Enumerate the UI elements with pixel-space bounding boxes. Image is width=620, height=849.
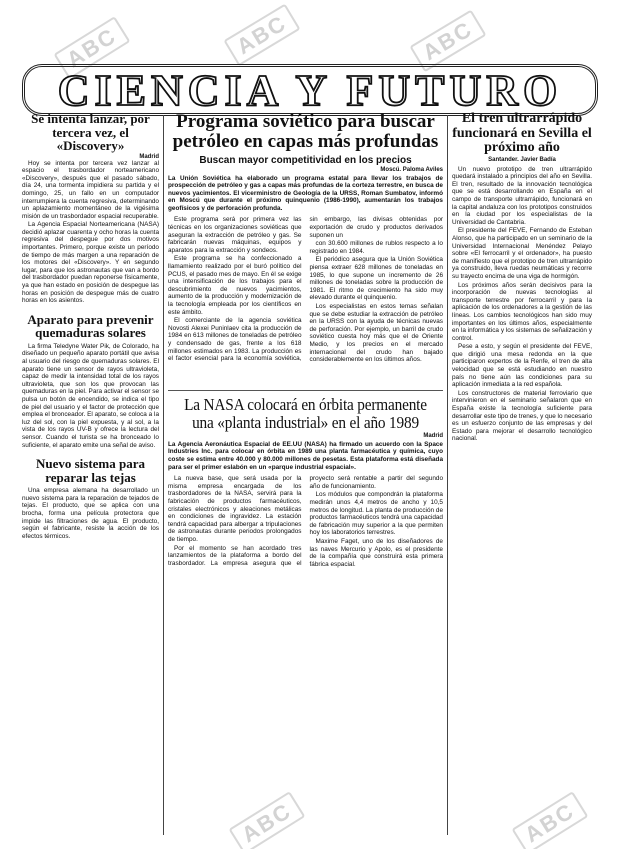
- section-title-banner: CIENCIA Y FUTURO: [22, 64, 598, 116]
- article-paragraph: La nueva base, que será usada por la misma empresa encargada de los trasbordadores de la NASA, servirá para la fabricación de productos farmacéuticos, cristales electrónicos y aleaciones metálicas en condiciones de ingravidez. La estación tendrá capacidad para albergar a tripulaciones de astronautas durante periodos prolongados de tiempo.: [168, 475, 302, 543]
- abc-stamp-watermark: ABC: [53, 16, 130, 79]
- article-body: [168, 475, 443, 653]
- article-tren-ultrarrapido: [452, 112, 592, 443]
- article-headline: La NASA colocará en órbita permanente una «planta industrial» en el año 1989: [184, 395, 427, 433]
- article-paragraph: Un nuevo prototipo de tren ultrarrápido quedará instalado a principios del año en Sevilla. El tren, resultado de la innovación tecnológica que se está desarrollando en España en el campo de transporte ultrarrápido, funcionará en la capital andaluza con los prototipos construidos en la ciudad por los especialistas de la Universidad de Cantabria.: [452, 165, 592, 226]
- right-column: [452, 110, 592, 838]
- article-paragraph: Este programa se ha confeccionado a llamamiento realizado por el buró político del PCUS, el pasado mes de mayo. En él se exige una intensificación de los trabajos para el descubrimiento de nuevos yacimientos, aumento de la producción y modernización de la tecnología empleada por los científicos en este ámbito.: [168, 255, 302, 316]
- abc-stamp-watermark: ABC: [223, 4, 300, 67]
- article-paragraph: El comerciante de la agencia soviética Novosti Alexei Puninlaev cita la producción de 1984 en 613 millones de toneladas de petróleo y condensado de gas, frente a los 618 millones estimados en 1983. La producción es el factor esencial para la economía soviética, sin embargo, las divisas obtenidas por exportación de crudo y productos derivados suponen un: [168, 216, 443, 363]
- article-soviet-oil: [168, 112, 443, 384]
- article-headline: Programa soviético para buscar petróleo en capas más profundas: [172, 111, 439, 152]
- article-paragraph: Los especialistas en estos temas señalan que se debe estudiar la extracción de petróleo en la URSS con la ayuda de técnicas nuevas de perforación. Por ejemplo, un barril de crudo soviético cuesta hoy más que el de Oriente Medio, y los precios en el mercado internacional del crudo han bajado considerablemente en los últimos años.: [309, 303, 443, 364]
- article-paragraph: La firma Teledyne Water Pik, de Colorado, ha diseñado un pequeño aparato portátil que avisa al usuario del riesgo de quemaduras solares. El aparato tiene un sensor de rayos ultravioleta, capaz de medir la intensidad total de los rayos ultravioleta, que son los que provocan las quemaduras en la piel. Para activar el sensor se pulsa un botón de encendido, se indica el tipo de piel del usuario y el factor de protección que emplea el bronceador. El aparato, se coloca a la luz del sol, con la piel expuesta, y al sol, a la vista de los rayos UV-B y ofrece la lectura del sensor. Cuando el turista se ha bronceado lo suficiente, el aparato emite una señal de aviso.: [22, 342, 159, 449]
- article-subhead: Buscan mayor competitividad en los precios: [199, 154, 412, 166]
- article-paragraph: con 30.600 millones de rublos respecto a lo registrado en 1984.: [309, 240, 443, 255]
- article-headline: Se intenta lanzar, por tercera vez, el «Discovery»: [31, 111, 150, 154]
- article-headline: Aparato para prevenir quemaduras solares: [27, 311, 154, 341]
- article-byline: Moscú. Paloma Aviles: [380, 166, 443, 173]
- article-paragraph: El presidente del FEVE, Fernando de Esteban Alonso, que ha participado en un seminario de la Universidad Internacional Menéndez Pelayo sobre «El ferrocarril y el ordenador», ha puesto de manifiesto que el prototipo de tren ultrarrápido ya construido, lleva ruedas neumáticas y recorre su trayecto encima de una viga de hormigón.: [452, 227, 592, 280]
- article-byline: Santander. Javier Badía: [488, 156, 556, 163]
- article-lead: La Agencia Aeronáutica Espacial de EE.UU (NASA) ha firmado un acuerdo con la Space Industries Inc. para colocar en órbita en 1989 una planta farmacéutica y química, cuyo coste se estima entre 40.000 y 80.000 millones de pesetas. Esta plataforma está diseñada para ser el primer eslabón en un «parque industrial espacial».: [168, 440, 443, 471]
- abc-stamp-watermark: ABC: [511, 791, 588, 849]
- article-paragraph: Los próximos años serán decisivos para la incorporación de nuevas tecnologías al transporte terrestre por ferrocarril y para la aplicación de los ordenadores a la gestión de las líneas. Los cambios tecnológicos han sido muy importantes en los últimos años, especialmente en la informática y los sistemas de señalización y control.: [452, 281, 592, 342]
- article-paragraph: Por el momento se han acordado tres lanzamientos de la plataforma a bordo del trasbordador. La empresa asegura que el proyecto será rentable a partir del segundo año de funcionamiento.: [168, 475, 443, 567]
- abc-stamp-watermark: ABC: [228, 791, 305, 849]
- article-paragraph: Una empresa alemana ha desarrollado un nuevo sistema para la reparación de tejados de tejas. El producto, que se aplica con una brocha, forma una película protectora que impide las filtraciones de agua. El producto, según el fabricante, resiste la acción de los efectos térmicos.: [22, 487, 159, 540]
- column-divider: [447, 115, 448, 835]
- article-aparato: [22, 313, 159, 449]
- article-paragraph: Los módulos que compondrán la plataforma medirán unos 4,4 metros de ancho y 10,5 metros de longitud. La planta de producción de productos farmacéuticos tendrá una capacidad de fabricación muy superior a la que permiten hoy los laboratorios terrestres.: [309, 491, 443, 537]
- abc-stamp-watermark: ABC: [409, 10, 486, 73]
- article-dateline: Madrid: [423, 432, 443, 439]
- article-paragraph: Este programa será por primera vez las técnicas en los organizaciones soviéticas que aseguran la extracción de petróleo y gas. Se fabricarán nuevas máquinas, equipos y aparatos para la extracción y sondeos.: [168, 216, 302, 254]
- article-nasa-plant: [168, 396, 443, 653]
- left-column: [22, 110, 159, 838]
- article-discovery: [22, 112, 159, 305]
- article-headline: Nuevo sistema para reparar las tejas: [35, 456, 146, 485]
- article-body: [168, 216, 443, 384]
- article-paragraph: La Agencia Espacial Norteamericana (NASA) decidió aplazar cuarenta y ocho horas la cuenta regresiva del despegue por dos motivos importantes. Primero, porque existe un período de tiempo de más margen a una reparación de los motores del «Discovery». Y en segundo lugar, para que los astronautas que van a bordo del trasbordador puedan reponerse físicamente, ya que han estado en posición de despegue las horas en posición de despegue más de cuatro horas en los asientos.: [22, 221, 159, 305]
- article-tejas: [22, 457, 159, 540]
- article-paragraph: Maxime Faget, uno de los diseñadores de las naves Mercurio y Apolo, es el presidente de la compañía que construirá esta primera fábrica espacial.: [309, 537, 443, 568]
- article-paragraph: Los constructores de material ferroviario que intervinieron en el seminario señalaron que en España existe la tecnología suficiente para desarrollar este tipo de trenes, y que lo necesario es un esfuerzo conjunto de las empresas y del Estado para mejorar el desarrollo tecnológico nacional.: [452, 389, 592, 443]
- article-dateline: Madrid: [139, 153, 159, 160]
- article-paragraph: Pese a esto, y según el presidente del FEVE, que dirigió una mesa redonda en la que participaron expertos de la Renfe, el tren de alta velocidad que se está estudiando en nuestro país no tiene aún las condiciones para su aplicación inmediata a la red española.: [452, 343, 592, 389]
- article-paragraph: Hoy se intenta por tercera vez lanzar al espacio el trasbordador norteamericano «Discovery», después que el pasado sábado, día 24, una tormenta impidiera su partida y el domingo, 25, un fallo en un computador interrumpiera la cuenta regresiva, determinando un aplazamiento momentáneo de la vigésima misión de un trasbordador espacial recuperable.: [22, 159, 159, 220]
- middle-column: [168, 110, 443, 838]
- article-lead: La Unión Soviética ha elaborado un programa estatal para llevar los trabajos de prospección de petróleo y gas a capas más profundas de la corteza terrestre, en busca de nuevos yacimientos. El vicerministro de Geología de la URSS, Roman Sumbatov, informó en Moscú que durante el próximo quinquenio (1986-1990), aumentarán los trabajos geofísicos y de perforación profunda.: [168, 174, 443, 212]
- article-headline: El tren ultrarrápido funcionará en Sevilla el próximo año: [452, 111, 592, 156]
- column-divider: [163, 115, 164, 835]
- article-paragraph: El periódico asegura que la Unión Soviética piensa extraer 628 millones de toneladas en 1985, lo que supone un incremento de 26 millones de toneladas sobre la producción de 1981. El ritmo de crecimiento ha sido muy elevado durante el quinquenio.: [309, 256, 443, 302]
